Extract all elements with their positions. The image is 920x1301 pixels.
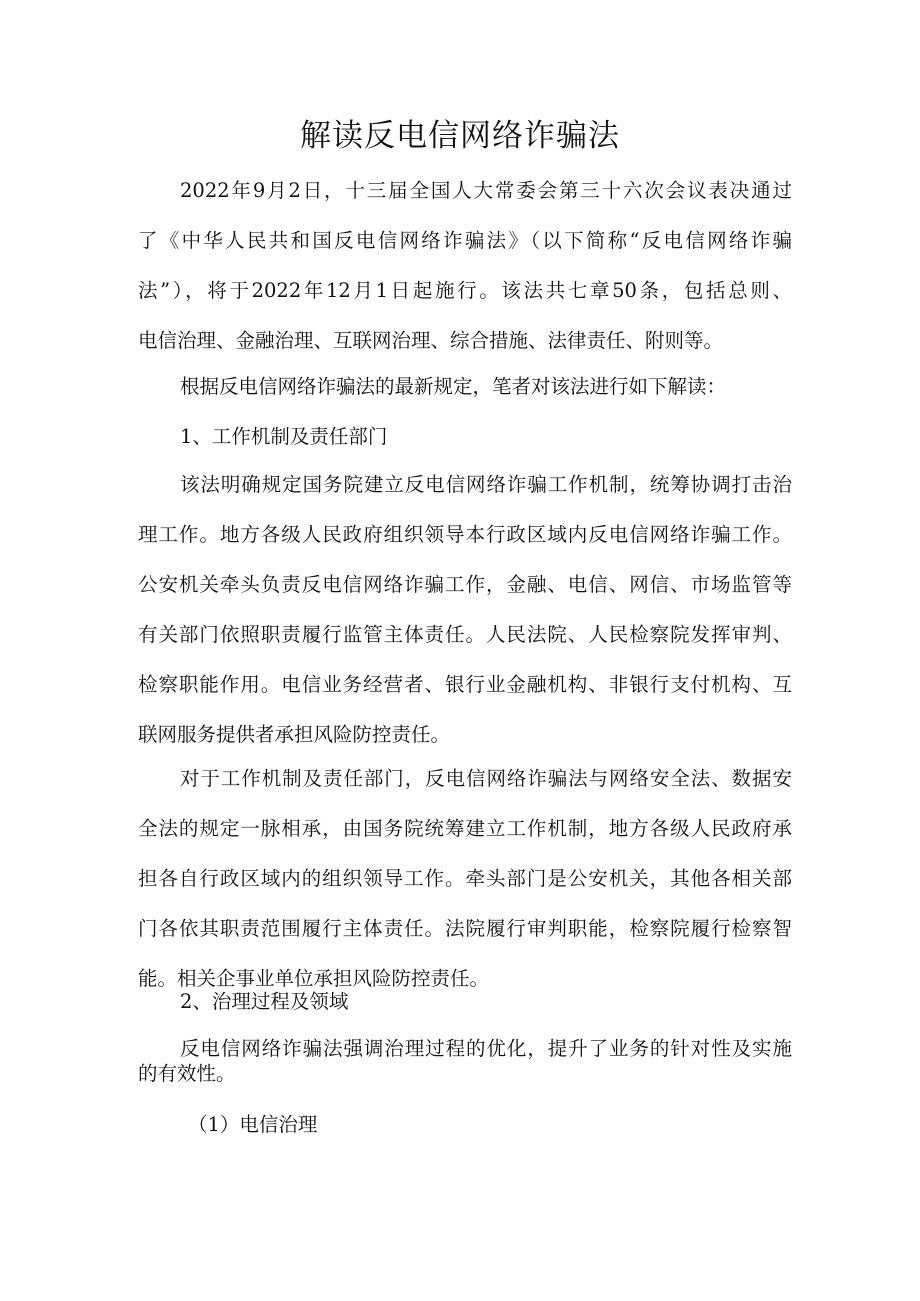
text-line: 检察职能作用。电信业务经营者、银行业金融机构、非银行支付机构、互 — [138, 673, 792, 696]
text-line: 担各自行政区域内的组织领导工作。牵头部门是公安机关，其他各相关部 — [138, 867, 792, 890]
text-line: 联网服务提供者承担风险防控责任。 — [138, 723, 451, 746]
paragraph-lead — [138, 368, 792, 405]
paragraph-intro — [138, 172, 792, 359]
text-line: 有关部门依照职责履行监管主体责任。人民法院、人民检察院发挥审判、 — [138, 623, 792, 646]
text-line: 反电信网络诈骗法强调治理过程的优化，提升了业务的针对性及实施 — [180, 1037, 792, 1060]
paragraph-analysis — [138, 760, 792, 997]
section-heading-1 — [138, 418, 792, 455]
text-line: 的有效性。 — [138, 1062, 236, 1085]
section-heading-2 — [138, 983, 792, 1020]
subsection-heading — [138, 1106, 792, 1143]
text-line: 对于工作机制及责任部门，反电信网络诈骗法与网络安全法、数据安 — [180, 767, 792, 790]
paragraph-process — [138, 1036, 792, 1086]
paragraph-mechanism — [138, 466, 792, 753]
text-line: 全法的规定一脉相承，由国务院统筹建立工作机制，地方各级人民政府承 — [138, 817, 792, 840]
text-line: 门各依其职责范围履行主体责任。法院履行审判职能，检察院履行检察智 — [138, 917, 792, 940]
text-line: 根据反电信网络诈骗法的最新规定，笔者对该法进行如下解读： — [180, 375, 727, 398]
text-line: 了《中华人民共和国反电信网络诈骗法》（以下简称“反电信网络诈骗 — [138, 229, 792, 252]
section-heading: 1、工作机制及责任部门 — [180, 425, 388, 448]
text-line: 法”），将于2022年12月1日起施行。该法共七章50条，包括总则、 — [138, 279, 792, 302]
text-line: 理工作。地方各级人民政府组织领导本行政区域内反电信网络诈骗工作。 — [138, 523, 792, 546]
subsection-heading-text: （1）电信治理 — [188, 1113, 318, 1136]
text-line: 该法明确规定国务院建立反电信网络诈骗工作机制，统筹协调打击治 — [180, 473, 792, 496]
text-line: 电信治理、金融治理、互联网治理、综合措施、法律责任、附则等。 — [138, 329, 724, 352]
text-line: 能。相关企事业单位承担风险防控责任。 — [138, 967, 490, 990]
page-title: 解读反电信网络诈骗法 — [300, 118, 620, 154]
text-line: 2022年9月2日，十三届全国人大常委会第三十六次会议表决通过 — [180, 179, 792, 202]
section-heading: 2、治理过程及领域 — [180, 990, 349, 1013]
text-line: 公安机关牵头负责反电信网络诈骗工作，金融、电信、网信、市场监管等 — [138, 573, 792, 596]
